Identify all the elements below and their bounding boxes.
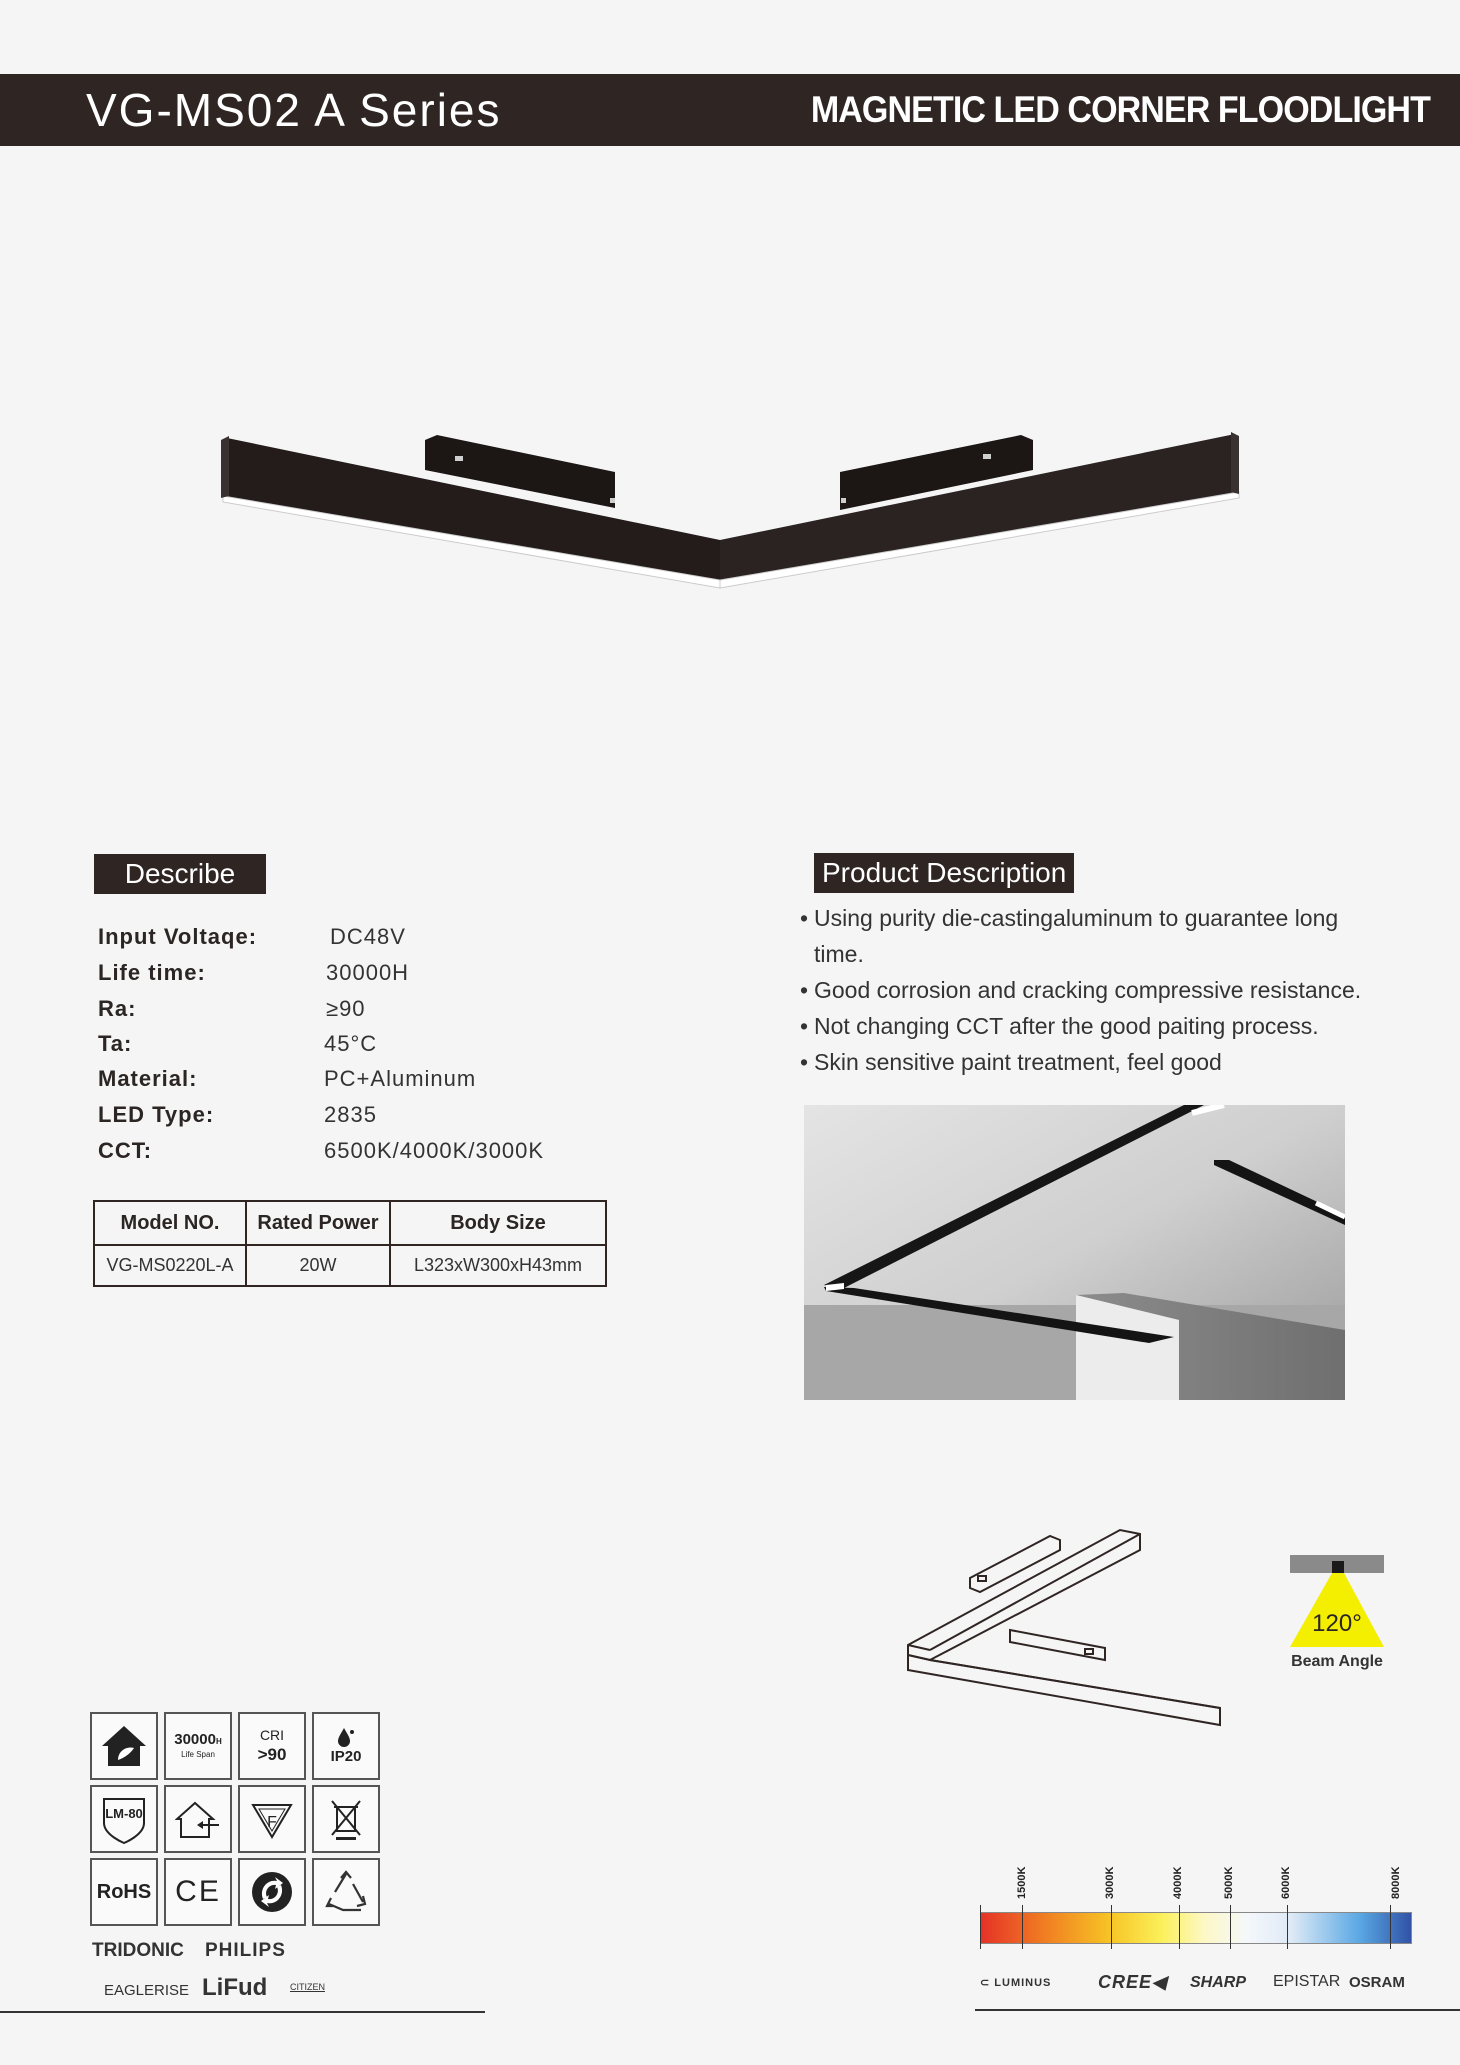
spec-value: 2835 bbox=[324, 1102, 377, 1127]
cct-tick bbox=[1179, 1905, 1180, 1949]
spec-label: Input Voltaqe: bbox=[98, 924, 258, 949]
header-bar bbox=[0, 74, 1460, 146]
cct-label: 1500K bbox=[1016, 1866, 1028, 1899]
lm80-icon bbox=[90, 1785, 158, 1853]
table-header: Model NO. bbox=[94, 1201, 246, 1245]
spec-label: Life time: bbox=[98, 960, 206, 985]
cct-tick bbox=[1230, 1905, 1231, 1949]
indoor-home-icon bbox=[90, 1712, 158, 1780]
spec-value: 30000H bbox=[326, 960, 410, 985]
cree-arrow-icon: ◀ bbox=[1152, 1972, 1167, 1992]
luminus-mark-icon: ⊂ bbox=[980, 1977, 991, 1989]
feature-list bbox=[800, 900, 1440, 1080]
list-item: • Good corrosion and cracking compressive resistance. bbox=[800, 972, 1440, 1008]
bullet-icon: • bbox=[800, 1013, 809, 1039]
list-item: • Skin sensitive paint treatment, feel good bbox=[800, 1044, 1440, 1080]
bullet-icon: • bbox=[800, 1049, 809, 1075]
weee-bin-icon bbox=[312, 1785, 380, 1853]
table-row bbox=[94, 1245, 606, 1286]
application-photo bbox=[804, 1105, 1345, 1400]
model-table bbox=[93, 1200, 607, 1287]
cct-tick bbox=[1390, 1905, 1391, 1949]
ip20-icon: IP20 bbox=[312, 1712, 380, 1780]
cct-scale bbox=[980, 1855, 1414, 1945]
product-hero-image bbox=[215, 420, 1245, 600]
brand-logo-luminus: ⊂ LUMINUS bbox=[980, 1977, 1052, 1989]
fcc-icon bbox=[238, 1785, 306, 1853]
rohs-icon: RoHS bbox=[90, 1858, 158, 1926]
green-dot-icon bbox=[238, 1858, 306, 1926]
product-line-drawing bbox=[900, 1520, 1230, 1750]
beam-angle-label: Beam Angle bbox=[1291, 1653, 1383, 1670]
brand-logo-epistar: EPISTAR bbox=[1273, 1973, 1341, 1990]
cct-tick bbox=[1287, 1905, 1288, 1949]
beam-angle-icon bbox=[1290, 1555, 1384, 1649]
spec-label: LED Type: bbox=[98, 1102, 215, 1127]
cct-label: 8000K bbox=[1390, 1866, 1402, 1899]
cct-label: 4000K bbox=[1172, 1866, 1184, 1899]
footer-rule-right bbox=[975, 2009, 1460, 2011]
spec-label: CCT: bbox=[98, 1138, 153, 1163]
list-item: • Not changing CCT after the good paiting process. bbox=[800, 1008, 1440, 1044]
table-header: Body Size bbox=[390, 1201, 606, 1245]
brand-logo-eaglerise: EAGLERISE bbox=[104, 1982, 190, 1999]
cri-icon: CRI >90 bbox=[238, 1712, 306, 1780]
table-cell: L323xW300xH43mm bbox=[390, 1245, 606, 1286]
spec-label: Material: bbox=[98, 1066, 198, 1091]
cct-label: 6000K bbox=[1280, 1866, 1292, 1899]
svg-text:F: F bbox=[267, 1814, 277, 1831]
brand-logo-tridonic: TRIDONIC bbox=[92, 1940, 184, 1961]
cct-tick bbox=[980, 1905, 981, 1949]
table-cell: 20W bbox=[246, 1245, 390, 1286]
category-title: MAGNETIC LED CORNER FLOODLIGHT bbox=[810, 89, 1430, 130]
cct-tick bbox=[1022, 1905, 1023, 1949]
brand-logo-osram: OSRAM bbox=[1349, 1974, 1405, 1991]
life-span-icon: 30000H Life Span bbox=[164, 1712, 232, 1780]
spec-value: PC+Aluminum bbox=[324, 1066, 477, 1091]
footer-rule-left bbox=[0, 2011, 485, 2013]
svg-text:LM-80: LM-80 bbox=[105, 1806, 143, 1821]
brand-logo-citizen: CITIZEN bbox=[290, 1982, 325, 1992]
brand-logo-lifud: LiFud bbox=[202, 1974, 268, 2001]
table-cell: VG-MS0220L-A bbox=[94, 1245, 246, 1286]
describe-heading: Describe bbox=[94, 854, 266, 894]
beam-angle-value: 120° bbox=[1312, 1610, 1362, 1637]
cct-gradient-bar bbox=[980, 1912, 1412, 1944]
brand-logo-sharp: SHARP bbox=[1190, 1974, 1247, 1991]
table-header: Rated Power bbox=[246, 1201, 390, 1245]
cct-label: 3000K bbox=[1104, 1866, 1116, 1899]
list-item: • Using purity die-castingaluminum to guarantee long time. bbox=[800, 900, 1354, 972]
spec-value: 45°C bbox=[324, 1031, 378, 1056]
brand-logo-philips: PHILIPS bbox=[205, 1940, 286, 1961]
cct-label: 5000K bbox=[1223, 1866, 1235, 1899]
spec-value: 6500K/4000K/3000K bbox=[324, 1138, 545, 1163]
spec-value: ≥90 bbox=[326, 996, 366, 1021]
table-header-row bbox=[94, 1201, 606, 1245]
brand-logos-right bbox=[980, 1970, 1420, 1996]
spec-label: Ra: bbox=[98, 996, 137, 1021]
indoor-use-icon bbox=[164, 1785, 232, 1853]
series-title: VG-MS02 A Series bbox=[86, 84, 502, 136]
ce-icon: CE bbox=[164, 1858, 232, 1926]
spec-label: Ta: bbox=[98, 1031, 133, 1056]
product-description-heading: Product Description bbox=[814, 853, 1074, 893]
cct-tick bbox=[1111, 1905, 1112, 1949]
bullet-icon: • bbox=[800, 977, 809, 1003]
brand-logo-cree: CREE◀ bbox=[1098, 1972, 1167, 1992]
spec-value: DC48V bbox=[330, 924, 406, 949]
bullet-icon: • bbox=[800, 905, 809, 931]
recycle-icon bbox=[312, 1858, 380, 1926]
